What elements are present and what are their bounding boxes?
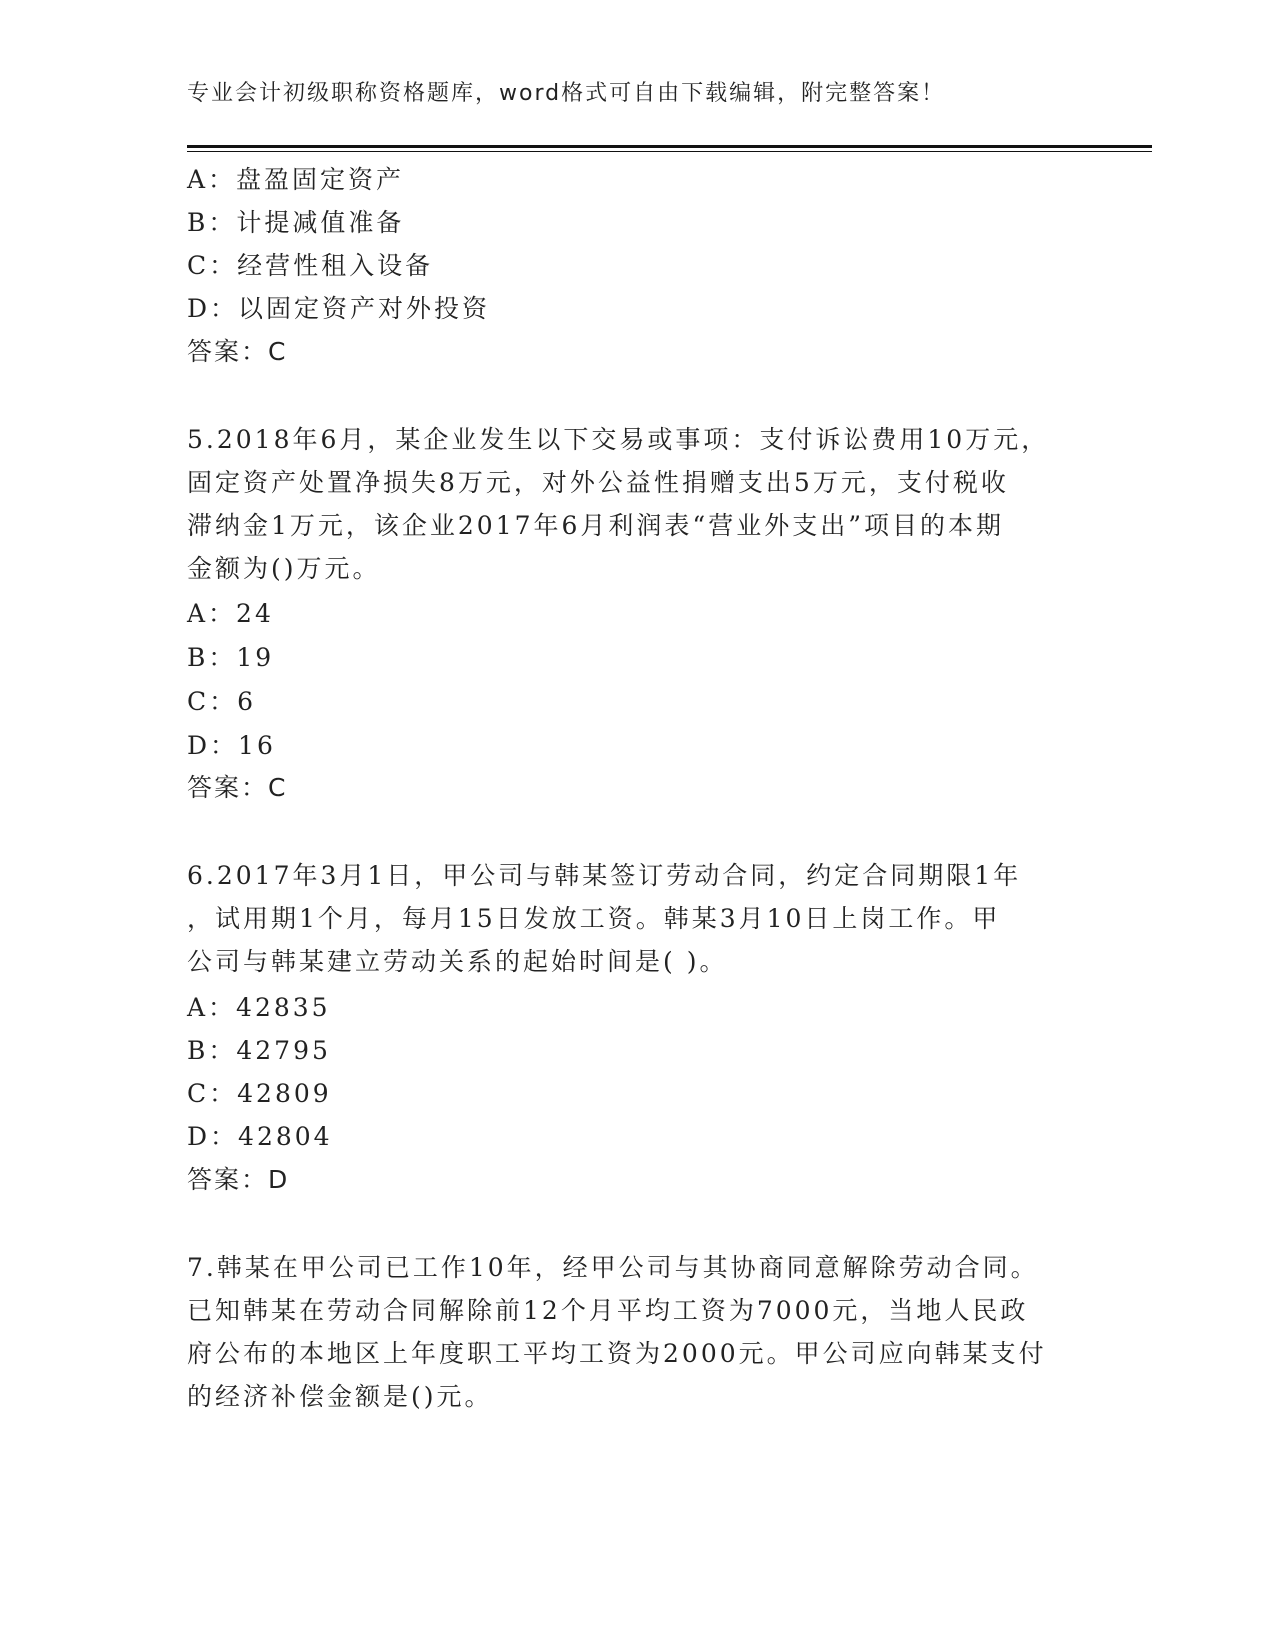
q5-option-c: C：6 [187,687,257,716]
page-header: 专业会计初级职称资格题库，word格式可自由下载编辑，附完整答案！ [187,81,946,106]
q6-option-b: B：42795 [187,1036,331,1065]
q4-option-d: D：以固定资产对外投资 [187,294,491,323]
q5-option-b: B：19 [187,643,275,672]
q6-option-d: D：42804 [187,1122,333,1151]
q7-stem-line: 7.韩某在甲公司已工作10年，经甲公司与其协商同意解除劳动合同。 [187,1253,1039,1282]
header-rule [187,145,1152,148]
q5-answer: 答案：C [187,773,288,802]
q5-stem-line: 金额为()万元。 [187,554,381,583]
q4-option-c: C：经营性租入设备 [187,251,434,280]
q4-answer: 答案：C [187,337,288,366]
q7-stem-line: 已知韩某在劳动合同解除前12个月平均工资为7000元，当地人民政 [187,1296,1029,1325]
q6-stem-line: ，试用期1个月，每月15日发放工资。韩某3月10日上岗工作。甲 [187,904,1001,933]
q4-option-a: A：盘盈固定资产 [187,165,405,194]
q7-stem-line: 的经济补偿金额是()元。 [187,1382,493,1411]
header-rule-thin [187,151,1152,152]
q6-stem-line: 公司与韩某建立劳动关系的起始时间是( )。 [187,947,728,976]
q6-option-a: A：42835 [187,993,331,1022]
q5-option-d: D：16 [187,731,276,760]
q5-stem-line: 固定资产处置净损失8万元，对外公益性捐赠支出5万元，支付税收 [187,468,1009,497]
q5-stem-line: 5.2018年6月，某企业发生以下交易或事项：支付诉讼费用10万元， [187,425,1050,454]
q6-option-c: C：42809 [187,1079,332,1108]
q4-option-b: B：计提减值准备 [187,208,405,237]
q5-stem-line: 滞纳金1万元，该企业2017年6月利润表“营业外支出”项目的本期 [187,511,1004,540]
q6-stem-line: 6.2017年3月1日，甲公司与韩某签订劳动合同，约定合同期限1年 [187,861,1022,890]
q5-option-a: A：24 [187,599,274,628]
q7-stem-line: 府公布的本地区上年度职工平均工资为2000元。甲公司应向韩某支付 [187,1339,1047,1368]
q6-answer: 答案：D [187,1165,290,1194]
